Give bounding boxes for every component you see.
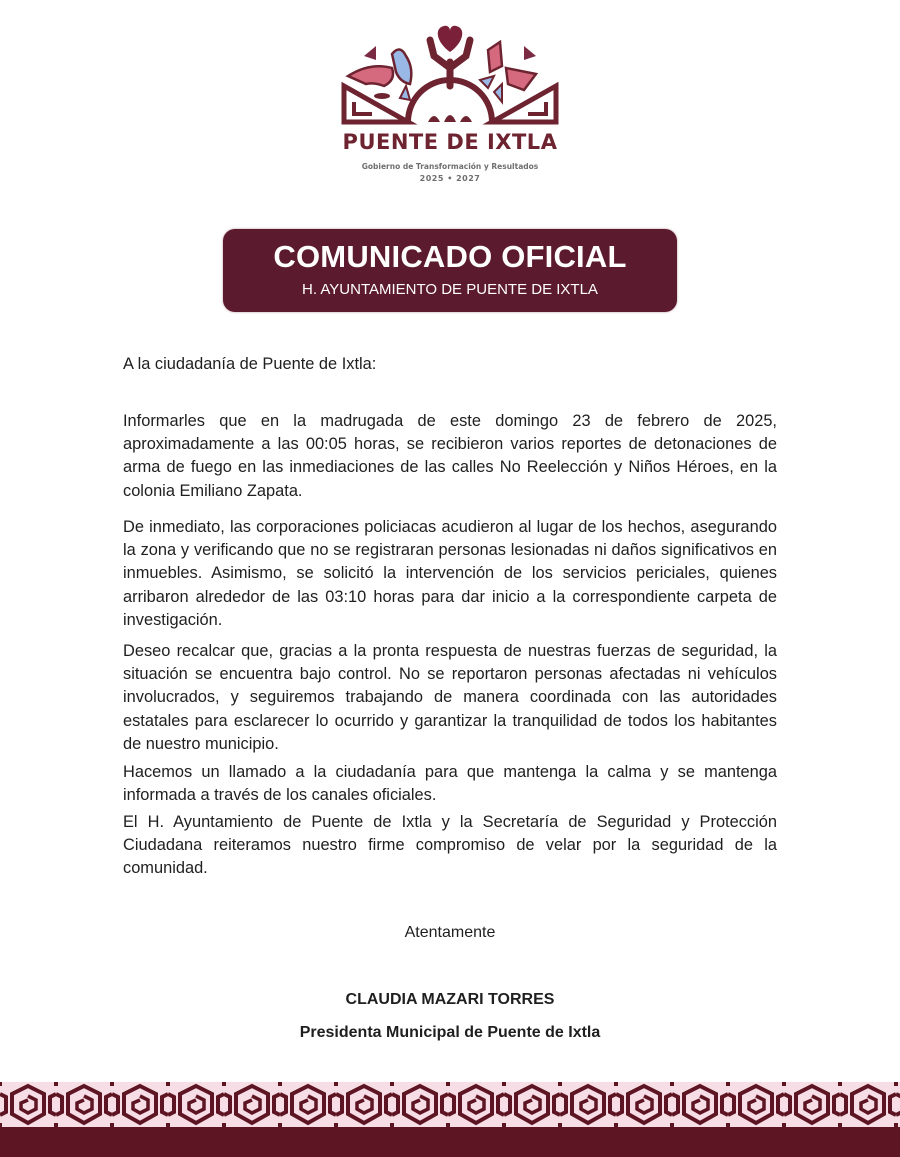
official-banner (223, 229, 677, 312)
closing-salutation: Atentamente (404, 924, 496, 941)
signatory-role: Presidenta Municipal de Puente de Ixtla (299, 1024, 601, 1041)
fret-pattern-icon (0, 1082, 900, 1127)
municipal-logo (330, 22, 570, 202)
logo-subtitle: Gobierno de Transformación y Resultados (361, 162, 539, 171)
paragraph-response: De inmediato, las corporaciones policiacas acudieron al lugar de los hechos, asegurando la zona y verificando que no se registraran personas lesionadas ni daños significativos en inmuebles. Asimismo, se solicitó la intervención de los servicios periciales, quienes arribaron alrededor de las 03:10 horas para dar inicio a la correspondiente carpeta de investigación. (123, 518, 777, 629)
banner-subtitle: H. AYUNTAMIENTO DE PUENTE DE IXTLA (302, 281, 598, 298)
banner-title: COMUNICADO OFICIAL (273, 239, 627, 274)
footer-fret-pattern (0, 1082, 900, 1127)
logo-title: PUENTE DE IXTLA (342, 130, 558, 154)
footer-bar (0, 1127, 900, 1157)
paragraph-call-to-calm: Hacemos un llamado a la ciudadanía para que mantenga la calma y se mantenga informada a través de los canales oficiales. (123, 763, 777, 805)
logo-emblem-icon (330, 22, 570, 132)
paragraph-commitment: El H. Ayuntamiento de Puente de Ixtla y la Secretaría de Seguridad y Protección Ciudadana reiteramos nuestro firme compromiso de velar por la seguridad de la comunidad. (123, 813, 777, 878)
logo-years: 2025 • 2027 (419, 174, 481, 183)
signatory-name: CLAUDIA MAZARI TORRES (345, 991, 555, 1008)
paragraph-incident: Informarles que en la madrugada de este domingo 23 de febrero de 2025, aproximadamente a las 00:05 horas, se recibieron varios reportes de detonaciones de arma de fuego en las inmediaciones de las calles No Reelección y Niños Héroes, en la colonia Emiliano Zapata. (123, 412, 777, 500)
paragraph-situation: Deseo recalcar que, gracias a la pronta respuesta de nuestras fuerzas de seguridad, la situación se encuentra bajo control. No se reportaron personas afectadas ni vehículos involucrados, y seguiremos trabajando de manera coordinada con las autoridades estatales para esclarecer lo ocurrido y garantizar la tranquilidad de todos los habitantes de nuestro municipio. (123, 642, 777, 753)
letter-greeting: A la ciudadanía de Puente de Ixtla: (123, 355, 377, 373)
